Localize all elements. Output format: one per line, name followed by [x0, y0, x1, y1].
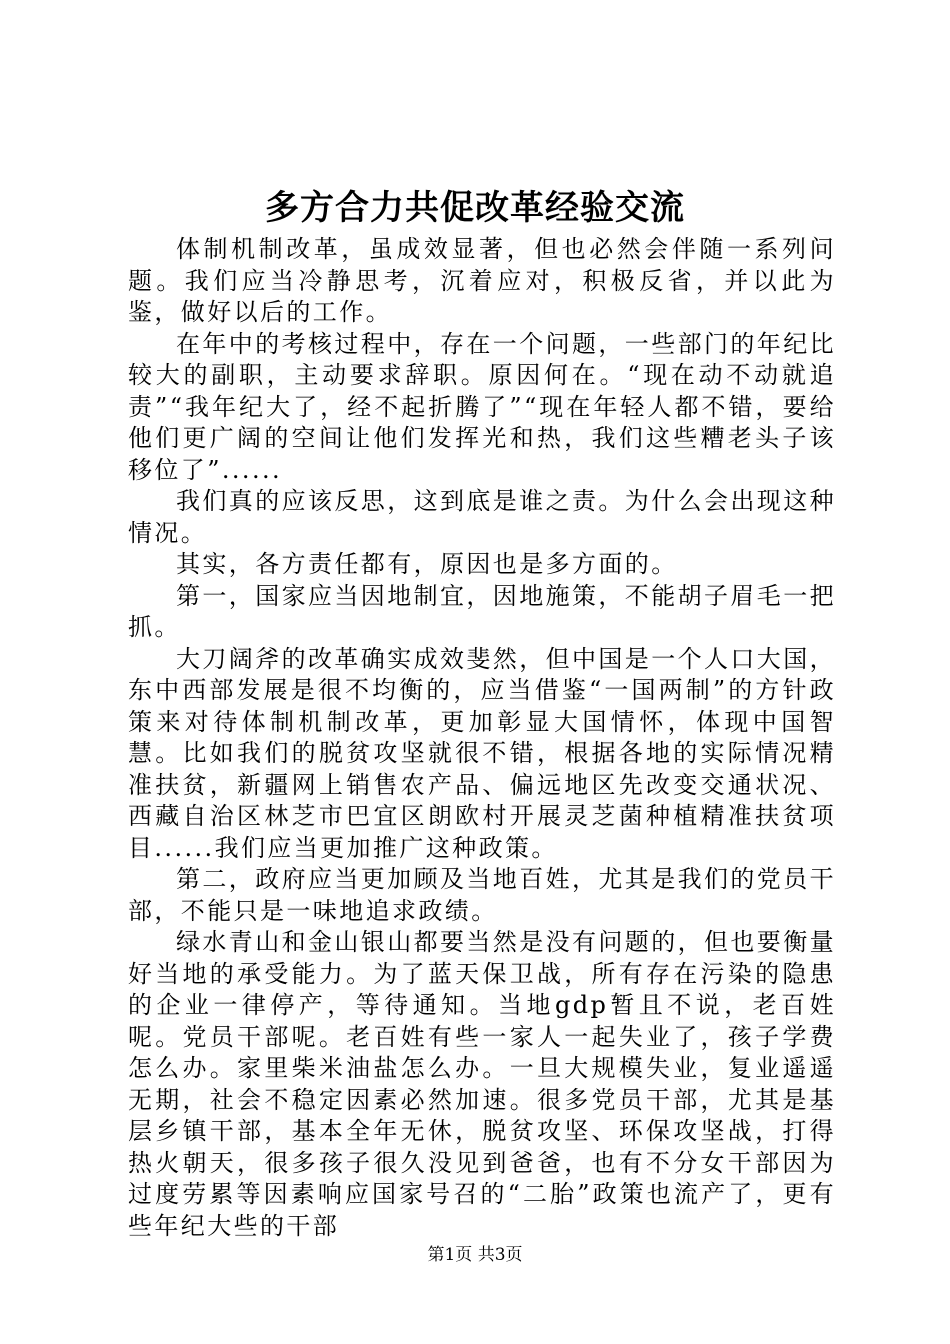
document-title: 多方合力共促改革经验交流	[265, 188, 685, 228]
document-body	[128, 234, 836, 1242]
body-paragraph: 我们真的应该反思，这到底是谁之责。为什么会出现这种情况。	[128, 487, 836, 547]
body-paragraph: 第一，国家应当因地制宜，因地施策，不能胡子眉毛一把抓。	[128, 581, 836, 641]
page-number-footer: 第1页 共3页	[427, 1245, 523, 1265]
body-paragraph: 绿水青山和金山银山都要当然是没有问题的，但也要衡量好当地的承受能力。为了蓝天保卫战，所有存在污染的隐患的企业一律停产，等待通知。当地gdp暂且不说，老百姓呢。党员干部呢。老百姓有些一家人一起失业了，孩子学费怎么办。家里柴米油盐怎么办。一旦大规模失业，复业遥遥无期，社会不稳定因素必然加速。很多党员干部，尤其是基层乡镇干部，基本全年无休，脱贫攻坚、环保攻坚战，打得热火朝天，很多孩子很久没见到爸爸，也有不分女干部因为过度劳累等因素响应国家号召的“二胎”政策也流产了，更有些年纪大些的干部	[128, 928, 836, 1240]
body-paragraph: 其实，各方责任都有，原因也是多方面的。	[176, 550, 678, 578]
body-paragraph: 体制机制改革，虽成效显著，但也必然会伴随一系列问题。我们应当冷静思考，沉着应对，积极反省，并以此为鉴，做好以后的工作。	[128, 235, 836, 326]
body-paragraph: 大刀阔斧的改革确实成效斐然，但中国是一个人口大国，东中西部发展是很不均衡的，应当借鉴“一国两制”的方针政策来对待体制机制改革，更加彰显大国情怀，体现中国智慧。比如我们的脱贫攻坚就很不错，根据各地的实际情况精准扶贫，新疆网上销售农产品、偏远地区先改变交通状况、西藏自治区林芝市巴宜区朗欧村开展灵芝菌种植精准扶贫项目......我们应当更加推广这种政策。	[128, 644, 836, 862]
body-paragraph: 第二，政府应当更加顾及当地百姓，尤其是我们的党员干部，不能只是一味地追求政绩。	[128, 865, 836, 925]
body-paragraph: 在年中的考核过程中，存在一个问题，一些部门的年纪比较大的副职，主动要求辞职。原因何在。“现在动不动就追责”“我年纪大了，经不起折腾了”“现在年轻人都不错，要给他们更广阔的空间让他们发挥光和热，我们这些糟老头子该移位了”......	[128, 329, 836, 484]
